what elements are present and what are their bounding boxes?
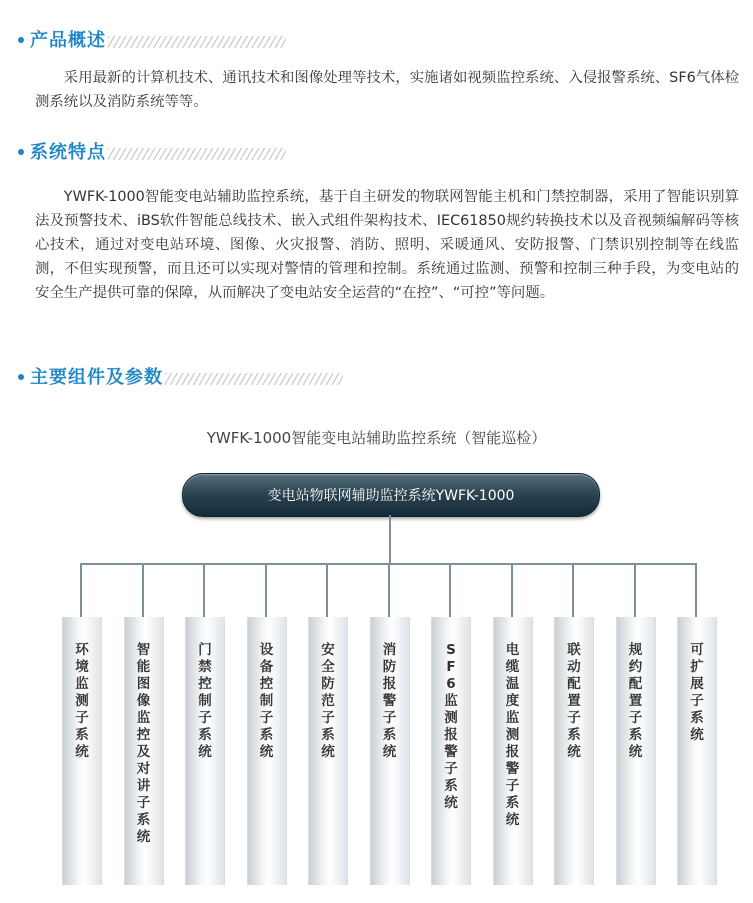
section-title: 产品概述 bbox=[30, 30, 106, 51]
subsystem-label: 智能图像监控及对讲子系统 bbox=[136, 642, 151, 845]
drop-line bbox=[511, 563, 513, 617]
diagram-title: YWFK-1000智能变电站辅助监控系统（智能巡检） bbox=[206, 429, 547, 447]
section-heading bbox=[18, 27, 286, 51]
section-title: 主要组件及参数 bbox=[30, 367, 163, 388]
drop-line bbox=[326, 563, 328, 617]
subsystem-pillar bbox=[124, 617, 164, 885]
subsystem-label: 门禁控制子系统 bbox=[198, 642, 212, 760]
drop-line bbox=[142, 563, 144, 617]
subsystem-pillar bbox=[370, 617, 410, 885]
subsystem-pillar bbox=[247, 617, 287, 885]
diagram-root-node bbox=[182, 473, 600, 517]
drop-line bbox=[388, 563, 390, 617]
paragraph: YWFK-1000智能变电站辅助监控系统，基于自主研发的物联网智能主机和门禁控制器，采用了智能识别算法及预警技术、iBS软件智能总线技术、嵌入式组件架构技术、IEC61850规约转换技术以及音视频编解码等核心技术，通过对变电站环境、图像、火灾报警、消防、照明、采暖通风、安防报警、门禁识别控制等在线监测，不但实现预警，而且还可以实现对警情的管理和控制。系统通过监测、预警和控制三种手段，为变电站的安全生产提供可靠的保障，从而解决了变电站安全运营的“在控”、“可控”等问题。 bbox=[35, 189, 739, 301]
subsystem-label: 环境监测子系统 bbox=[75, 642, 89, 760]
drop-line bbox=[203, 563, 205, 617]
subsystem-pillar bbox=[62, 617, 102, 885]
section-heading bbox=[18, 139, 286, 163]
hatch-decoration bbox=[108, 36, 286, 48]
root-node-label: 变电站物联网辅助监控系统YWFK-1000 bbox=[267, 488, 515, 504]
section-heading bbox=[18, 364, 343, 388]
hatch-decoration bbox=[108, 148, 286, 160]
subsystem-pillar bbox=[554, 617, 594, 885]
subsystem-pillar bbox=[616, 617, 656, 885]
subsystem-label: 电缆温度监测报警子系统 bbox=[505, 642, 520, 828]
paragraph: 采用最新的计算机技术、通讯技术和图像处理等技术，实施诸如视频监控系统、入侵报警系统、SF6气体检测系统以及消防系统等等。 bbox=[35, 70, 739, 110]
drop-line bbox=[572, 563, 574, 617]
subsystem-label: SF6监测报警子系统 bbox=[444, 642, 458, 811]
drop-line bbox=[695, 563, 697, 617]
subsystem-pillar bbox=[308, 617, 348, 885]
drop-line bbox=[265, 563, 267, 617]
drop-line bbox=[449, 563, 451, 617]
hatch-decoration bbox=[165, 373, 343, 385]
subsystem-label: 设备控制子系统 bbox=[259, 642, 274, 760]
subsystem-pillar bbox=[431, 617, 471, 885]
subsystem-label: 安全防范子系统 bbox=[321, 642, 335, 760]
subsystem-label: 消防报警子系统 bbox=[382, 642, 397, 760]
subsystem-label: 联动配置子系统 bbox=[567, 642, 581, 760]
subsystem-pillar bbox=[185, 617, 225, 885]
subsystem-label: 规约配置子系统 bbox=[628, 642, 643, 760]
drop-line bbox=[634, 563, 636, 617]
subsystem-pillar bbox=[493, 617, 533, 885]
bullet-dot-icon bbox=[18, 37, 24, 43]
subsystem-pillar bbox=[677, 617, 717, 885]
drop-line bbox=[80, 563, 82, 617]
section-title: 系统特点 bbox=[30, 142, 106, 163]
root-connector-line bbox=[389, 515, 391, 564]
bullet-dot-icon bbox=[18, 149, 24, 155]
subsystem-label: 可扩展子系统 bbox=[690, 642, 704, 743]
bullet-dot-icon bbox=[18, 374, 24, 380]
